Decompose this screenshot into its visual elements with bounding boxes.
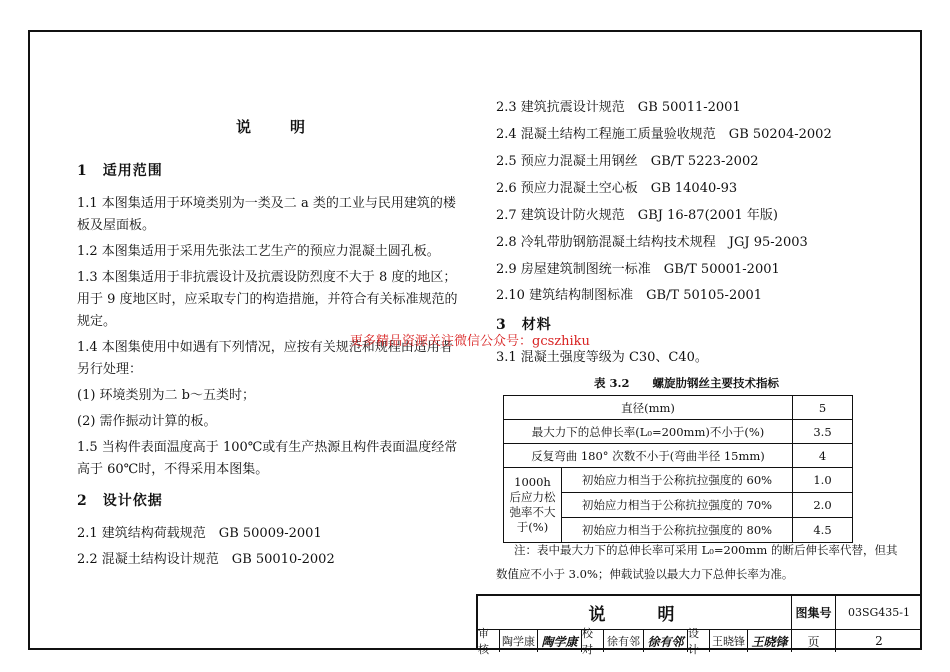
review-signature: 陶学康 [538, 630, 582, 652]
clause-2-3: 2.3 建筑抗震设计规范 GB 50011-2001 [496, 100, 741, 115]
section-3-heading: 3 材料 [496, 317, 552, 333]
row-label: 最大力下的总伸长率(L₀=200mm)不小于(%) [504, 420, 793, 444]
row-label: 初始应力相当于公称抗拉强度的 60% [562, 468, 793, 493]
row-label: 初始应力相当于公称抗拉强度的 80% [562, 518, 793, 543]
title-block [476, 594, 922, 656]
check-label: 校对 [582, 630, 604, 652]
clause-2-5: 2.5 预应力混凝土用钢丝 GB/T 5223-2002 [496, 154, 759, 169]
clause-1-3-line3: 规定。 [77, 314, 117, 329]
page-title: 说 明 [236, 118, 318, 136]
section-2-heading: 2 设计依据 [77, 493, 163, 509]
row-value: 3.5 [793, 420, 853, 444]
row-label: 直径(mm) [504, 396, 793, 420]
table-row [504, 420, 853, 444]
design-name: 王晓锋 [710, 630, 748, 652]
table-note-line2: 数值应不小于 3.0%；伸载试验以最大力下总伸长率为准。 [496, 567, 794, 581]
table-row [504, 468, 853, 493]
table-note-line1: 注：表中最大力下的总伸长率可采用 L₀=200mm 的断后伸长率代替，但其 [514, 543, 898, 557]
clause-1-1-line2: 板及屋面板。 [77, 218, 156, 233]
row-label: 反复弯曲 180° 次数不小于(弯曲半径 15mm) [504, 444, 793, 468]
design-label: 设计 [688, 630, 710, 652]
clause-3-1: 3.1 混凝土强度等级为 C30、C40。 [496, 350, 708, 365]
clause-1-2: 1.2 本图集适用于采用先张法工艺生产的预应力混凝土圆孔板。 [77, 244, 440, 259]
clause-2-8: 2.8 冷轧带肋钢筋混凝土结构技术规程 JGJ 95-2003 [496, 235, 808, 250]
clause-2-2: 2.2 混凝土结构设计规范 GB 50010-2002 [77, 552, 335, 567]
atlas-number: 03SG435-1 [836, 596, 922, 630]
clause-1-1-line1: 1.1 本图集适用于环境类别为一类及二 a 类的工业与民用建筑的楼 [77, 196, 456, 211]
section-1-heading: 1 适用范围 [77, 163, 163, 179]
clause-2-4: 2.4 混凝土结构工程施工质量验收规范 GB 50204-2002 [496, 127, 832, 142]
row-value: 2.0 [793, 493, 853, 518]
clause-2-9: 2.9 房屋建筑制图统一标准 GB/T 50001-2001 [496, 262, 780, 277]
clause-1-4-line2: 另行处理： [77, 362, 143, 377]
clause-1-4-item1: (1) 环境类别为二 b～五类时； [77, 388, 256, 403]
watermark-text: 更多精品资源关注微信公众号：gcszhiku [350, 334, 590, 349]
table-row [504, 396, 853, 420]
review-name: 陶学康 [500, 630, 538, 652]
atlas-number-label: 图集号 [792, 596, 836, 630]
check-signature: 徐有邻 [644, 630, 688, 652]
row-value: 4 [793, 444, 853, 468]
clause-1-3-line2: 用于 9 度地区时，应采取专门的构造措施，并符合有关标准规范的 [77, 292, 458, 307]
row-label: 初始应力相当于公称抗拉强度的 70% [562, 493, 793, 518]
design-signature: 王晓锋 [748, 630, 792, 652]
review-label: 审核 [478, 630, 500, 652]
clause-1-4-item2: (2) 需作振动计算的板。 [77, 414, 217, 429]
spec-table [503, 395, 853, 543]
table-row [504, 444, 853, 468]
title-block-title: 说 明 [478, 596, 792, 630]
row-value: 5 [793, 396, 853, 420]
clause-2-10: 2.10 建筑结构制图标准 GB/T 50105-2001 [496, 288, 763, 303]
clause-2-1: 2.1 建筑结构荷载规范 GB 50009-2001 [77, 526, 322, 541]
clause-1-5-line1: 1.5 当构件表面温度高于 100℃或有生产热源且构件表面温度经常 [77, 440, 458, 455]
clause-2-7: 2.7 建筑设计防火规范 GBJ 16-87(2001 年版) [496, 208, 778, 223]
row-value: 1.0 [793, 468, 853, 493]
clause-1-3-line1: 1.3 本图集适用于非抗震设计及抗震设防烈度不大于 8 度的地区； [77, 270, 457, 285]
row-value: 4.5 [793, 518, 853, 543]
clause-2-6: 2.6 预应力混凝土空心板 GB 14040-93 [496, 181, 738, 196]
relaxation-group-label: 1000h 后应力松弛率不大于(%) [504, 468, 562, 543]
check-name: 徐有邻 [604, 630, 644, 652]
page-label: 页 [792, 630, 836, 652]
page-number: 2 [875, 634, 883, 648]
table-caption: 表 3.2 螺旋肋钢丝主要技术指标 [594, 376, 780, 390]
clause-1-4-line1: 1.4 本图集使用中如遇有下列情况，应按有关规范和规程由适用者 [77, 340, 453, 355]
clause-1-5-line2: 高于 60℃时，不得采用本图集。 [77, 462, 269, 477]
